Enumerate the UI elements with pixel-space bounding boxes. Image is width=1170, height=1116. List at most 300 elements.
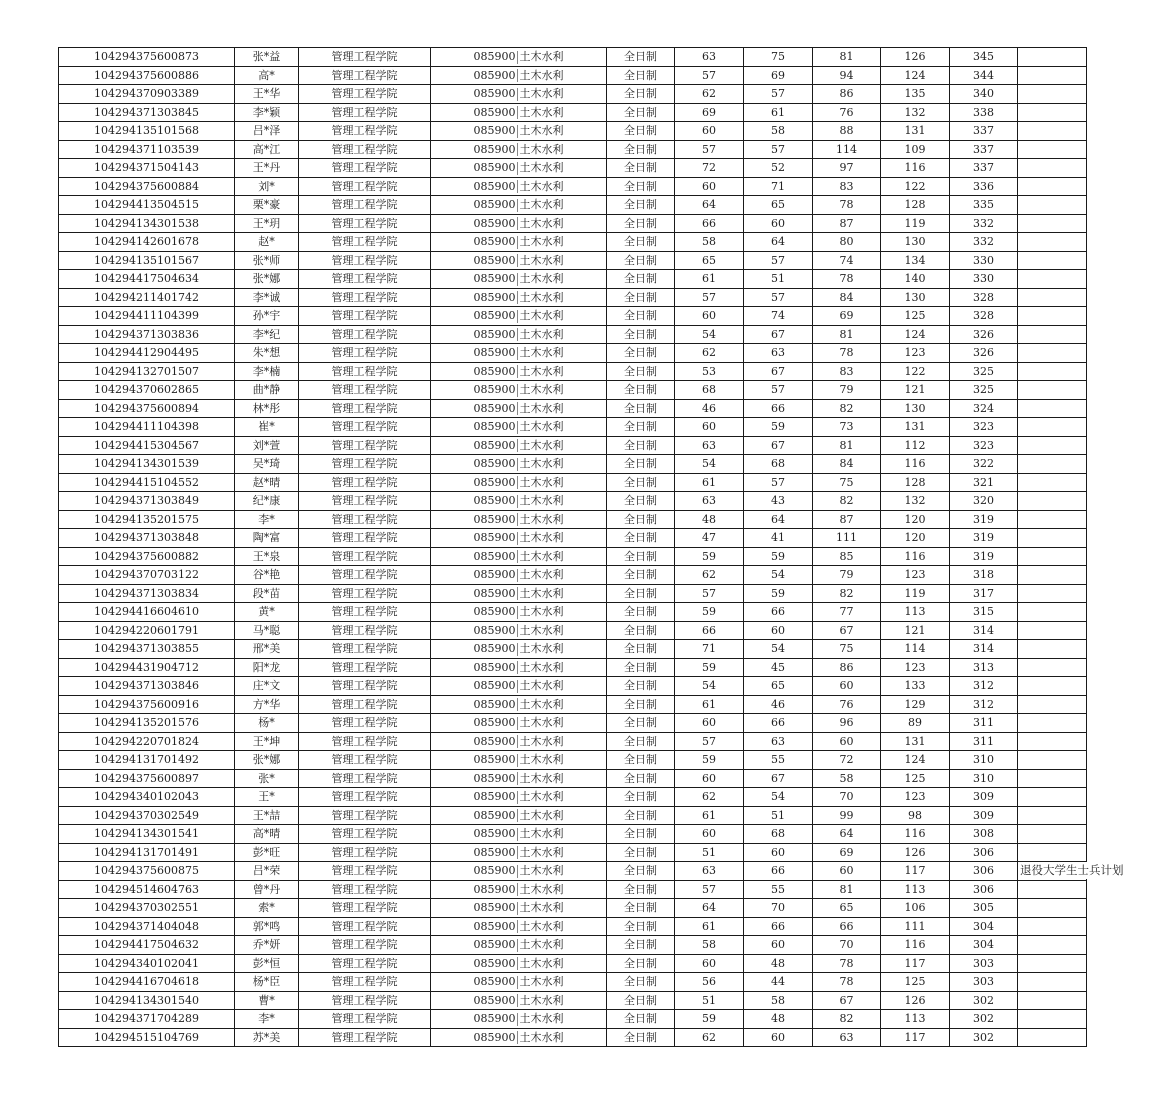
name-cell: 王*丹 bbox=[235, 159, 299, 178]
major-cell bbox=[431, 140, 607, 159]
table-row bbox=[59, 954, 1087, 973]
major-code: 085900 bbox=[473, 697, 516, 711]
major-code: 085900 bbox=[473, 901, 516, 915]
school-cell: 管理工程学院 bbox=[299, 991, 431, 1010]
note-cell bbox=[1018, 621, 1087, 640]
note-cell bbox=[1018, 584, 1087, 603]
score-politics-cell: 59 bbox=[675, 751, 744, 770]
note-cell bbox=[1018, 103, 1087, 122]
study-mode-cell: 全日制 bbox=[607, 603, 675, 622]
major-code: 085900 bbox=[473, 142, 516, 156]
school-cell: 管理工程学院 bbox=[299, 251, 431, 270]
candidate-id-cell: 104294131701491 bbox=[59, 843, 235, 862]
name-cell: 林*彤 bbox=[235, 399, 299, 418]
score-subject1-cell: 84 bbox=[813, 455, 881, 474]
study-mode-cell: 全日制 bbox=[607, 954, 675, 973]
major-code: 085900 bbox=[473, 309, 516, 323]
candidate-id-cell: 104294371303849 bbox=[59, 492, 235, 511]
school-cell: 管理工程学院 bbox=[299, 399, 431, 418]
score-politics-cell: 59 bbox=[675, 1010, 744, 1029]
major-cell bbox=[431, 344, 607, 363]
score-subject2-cell: 130 bbox=[881, 288, 950, 307]
note-cell bbox=[1018, 492, 1087, 511]
major-name: 土木水利 bbox=[519, 272, 564, 286]
candidate-id-cell: 104294371404048 bbox=[59, 917, 235, 936]
major-cell bbox=[431, 658, 607, 677]
major-code: 085900 bbox=[473, 623, 516, 637]
school-cell: 管理工程学院 bbox=[299, 566, 431, 585]
name-cell: 彭*旺 bbox=[235, 843, 299, 862]
school-cell: 管理工程学院 bbox=[299, 48, 431, 67]
school-cell: 管理工程学院 bbox=[299, 344, 431, 363]
major-name: 土木水利 bbox=[519, 716, 564, 730]
candidate-id-cell: 104294411104398 bbox=[59, 418, 235, 437]
school-cell: 管理工程学院 bbox=[299, 732, 431, 751]
candidate-id-cell: 104294375600897 bbox=[59, 769, 235, 788]
name-cell: 纪*康 bbox=[235, 492, 299, 511]
table-row bbox=[59, 66, 1087, 85]
name-cell: 郭*鸣 bbox=[235, 917, 299, 936]
major-separator bbox=[517, 902, 518, 915]
major-separator bbox=[517, 476, 518, 489]
note-cell bbox=[1018, 732, 1087, 751]
score-subject2-cell: 116 bbox=[881, 825, 950, 844]
major-name: 土木水利 bbox=[519, 198, 564, 212]
major-cell bbox=[431, 103, 607, 122]
major-separator bbox=[517, 51, 518, 64]
score-subject1-cell: 94 bbox=[813, 66, 881, 85]
major-name: 土木水利 bbox=[519, 87, 564, 101]
major-separator bbox=[517, 328, 518, 341]
major-name: 土木水利 bbox=[519, 494, 564, 508]
school-cell: 管理工程学院 bbox=[299, 603, 431, 622]
score-subject2-cell: 116 bbox=[881, 159, 950, 178]
score-subject1-cell: 78 bbox=[813, 954, 881, 973]
note-cell bbox=[1018, 806, 1087, 825]
score-subject2-cell: 126 bbox=[881, 843, 950, 862]
major-name: 土木水利 bbox=[519, 161, 564, 175]
candidate-id-cell: 104294415104552 bbox=[59, 473, 235, 492]
major-name: 土木水利 bbox=[519, 790, 564, 804]
score-subject2-cell: 117 bbox=[881, 954, 950, 973]
school-cell: 管理工程学院 bbox=[299, 954, 431, 973]
major-name: 土木水利 bbox=[519, 216, 564, 230]
score-subject2-cell: 121 bbox=[881, 381, 950, 400]
score-politics-cell: 71 bbox=[675, 640, 744, 659]
score-subject2-cell: 120 bbox=[881, 510, 950, 529]
candidate-id-cell: 104294371303836 bbox=[59, 325, 235, 344]
candidate-id-cell: 104294220701824 bbox=[59, 732, 235, 751]
score-language-cell: 57 bbox=[744, 288, 813, 307]
major-name: 土木水利 bbox=[519, 401, 564, 415]
score-subject1-cell: 84 bbox=[813, 288, 881, 307]
score-politics-cell: 61 bbox=[675, 917, 744, 936]
name-cell: 马*聪 bbox=[235, 621, 299, 640]
major-code: 085900 bbox=[473, 475, 516, 489]
table-row bbox=[59, 1028, 1087, 1047]
note-cell bbox=[1018, 344, 1087, 363]
major-separator bbox=[517, 125, 518, 138]
name-cell: 王*玥 bbox=[235, 214, 299, 233]
score-subject2-cell: 113 bbox=[881, 880, 950, 899]
score-subject1-cell: 77 bbox=[813, 603, 881, 622]
major-code: 085900 bbox=[473, 235, 516, 249]
name-cell: 李*颖 bbox=[235, 103, 299, 122]
school-cell: 管理工程学院 bbox=[299, 917, 431, 936]
score-language-cell: 54 bbox=[744, 640, 813, 659]
study-mode-cell: 全日制 bbox=[607, 381, 675, 400]
name-cell: 朱*想 bbox=[235, 344, 299, 363]
score-subject2-cell: 89 bbox=[881, 714, 950, 733]
table-row bbox=[59, 251, 1087, 270]
score-politics-cell: 60 bbox=[675, 714, 744, 733]
score-subject2-cell: 123 bbox=[881, 658, 950, 677]
school-cell: 管理工程学院 bbox=[299, 1010, 431, 1029]
major-code: 085900 bbox=[473, 975, 516, 989]
table-row bbox=[59, 85, 1087, 104]
major-cell bbox=[431, 973, 607, 992]
candidate-id-cell: 104294371303845 bbox=[59, 103, 235, 122]
note-cell bbox=[1018, 196, 1087, 215]
study-mode-cell: 全日制 bbox=[607, 473, 675, 492]
total-score-cell: 322 bbox=[950, 455, 1018, 474]
score-language-cell: 46 bbox=[744, 695, 813, 714]
score-subject2-cell: 131 bbox=[881, 732, 950, 751]
table-row bbox=[59, 399, 1087, 418]
score-subject2-cell: 124 bbox=[881, 751, 950, 770]
note-cell bbox=[1018, 954, 1087, 973]
score-subject2-cell: 131 bbox=[881, 122, 950, 141]
score-subject2-cell: 117 bbox=[881, 1028, 950, 1047]
note-cell bbox=[1018, 307, 1087, 326]
score-politics-cell: 69 bbox=[675, 103, 744, 122]
note-cell bbox=[1018, 85, 1087, 104]
score-language-cell: 57 bbox=[744, 251, 813, 270]
score-language-cell: 67 bbox=[744, 325, 813, 344]
major-cell bbox=[431, 307, 607, 326]
major-name: 土木水利 bbox=[519, 512, 564, 526]
candidate-id-cell: 104294416604610 bbox=[59, 603, 235, 622]
major-separator bbox=[517, 384, 518, 397]
major-separator bbox=[517, 199, 518, 212]
total-score-cell: 311 bbox=[950, 714, 1018, 733]
score-language-cell: 43 bbox=[744, 492, 813, 511]
candidate-id-cell: 104294415304567 bbox=[59, 436, 235, 455]
score-subject2-cell: 134 bbox=[881, 251, 950, 270]
total-score-cell: 332 bbox=[950, 214, 1018, 233]
score-politics-cell: 48 bbox=[675, 510, 744, 529]
table-row bbox=[59, 584, 1087, 603]
major-cell bbox=[431, 769, 607, 788]
note-cell bbox=[1018, 899, 1087, 918]
major-code: 085900 bbox=[473, 1012, 516, 1026]
major-cell bbox=[431, 288, 607, 307]
major-cell bbox=[431, 66, 607, 85]
score-language-cell: 59 bbox=[744, 418, 813, 437]
major-cell bbox=[431, 233, 607, 252]
score-subject2-cell: 124 bbox=[881, 325, 950, 344]
school-cell: 管理工程学院 bbox=[299, 66, 431, 85]
score-politics-cell: 54 bbox=[675, 677, 744, 696]
score-politics-cell: 61 bbox=[675, 695, 744, 714]
major-separator bbox=[517, 865, 518, 878]
score-subject2-cell: 130 bbox=[881, 399, 950, 418]
study-mode-cell: 全日制 bbox=[607, 214, 675, 233]
study-mode-cell: 全日制 bbox=[607, 584, 675, 603]
school-cell: 管理工程学院 bbox=[299, 1028, 431, 1047]
score-language-cell: 48 bbox=[744, 954, 813, 973]
table-row bbox=[59, 566, 1087, 585]
score-politics-cell: 57 bbox=[675, 732, 744, 751]
note-cell bbox=[1018, 270, 1087, 289]
score-subject1-cell: 76 bbox=[813, 695, 881, 714]
score-subject2-cell: 126 bbox=[881, 48, 950, 67]
study-mode-cell: 全日制 bbox=[607, 825, 675, 844]
school-cell: 管理工程学院 bbox=[299, 584, 431, 603]
major-code: 085900 bbox=[473, 734, 516, 748]
score-subject1-cell: 81 bbox=[813, 436, 881, 455]
score-subject2-cell: 132 bbox=[881, 103, 950, 122]
score-politics-cell: 57 bbox=[675, 288, 744, 307]
name-cell: 王* bbox=[235, 788, 299, 807]
name-cell: 邢*美 bbox=[235, 640, 299, 659]
school-cell: 管理工程学院 bbox=[299, 362, 431, 381]
major-code: 085900 bbox=[473, 549, 516, 563]
major-name: 土木水利 bbox=[519, 549, 564, 563]
major-code: 085900 bbox=[473, 956, 516, 970]
table-row bbox=[59, 510, 1087, 529]
study-mode-cell: 全日制 bbox=[607, 196, 675, 215]
score-subject2-cell: 119 bbox=[881, 584, 950, 603]
table-row bbox=[59, 973, 1087, 992]
name-cell: 高*晴 bbox=[235, 825, 299, 844]
table-row bbox=[59, 603, 1087, 622]
candidate-id-cell: 104294412904495 bbox=[59, 344, 235, 363]
name-cell: 庄*文 bbox=[235, 677, 299, 696]
major-separator bbox=[517, 809, 518, 822]
score-subject1-cell: 86 bbox=[813, 85, 881, 104]
major-separator bbox=[517, 791, 518, 804]
name-cell: 李*诚 bbox=[235, 288, 299, 307]
score-subject2-cell: 120 bbox=[881, 529, 950, 548]
total-score-cell: 302 bbox=[950, 1010, 1018, 1029]
score-subject1-cell: 75 bbox=[813, 473, 881, 492]
note-cell bbox=[1018, 159, 1087, 178]
score-politics-cell: 61 bbox=[675, 270, 744, 289]
note-cell bbox=[1018, 751, 1087, 770]
candidate-id-cell: 104294371303848 bbox=[59, 529, 235, 548]
score-politics-cell: 66 bbox=[675, 621, 744, 640]
table-row bbox=[59, 936, 1087, 955]
total-score-cell: 304 bbox=[950, 917, 1018, 936]
major-separator bbox=[517, 754, 518, 767]
major-cell bbox=[431, 714, 607, 733]
major-separator bbox=[517, 957, 518, 970]
score-subject2-cell: 113 bbox=[881, 1010, 950, 1029]
major-separator bbox=[517, 495, 518, 508]
score-politics-cell: 47 bbox=[675, 529, 744, 548]
note-cell bbox=[1018, 473, 1087, 492]
major-cell bbox=[431, 806, 607, 825]
study-mode-cell: 全日制 bbox=[607, 66, 675, 85]
name-cell: 张*益 bbox=[235, 48, 299, 67]
table-row bbox=[59, 806, 1087, 825]
total-score-cell: 337 bbox=[950, 159, 1018, 178]
score-language-cell: 66 bbox=[744, 603, 813, 622]
total-score-cell: 323 bbox=[950, 418, 1018, 437]
score-subject1-cell: 60 bbox=[813, 677, 881, 696]
total-score-cell: 330 bbox=[950, 251, 1018, 270]
table-row bbox=[59, 381, 1087, 400]
score-subject2-cell: 116 bbox=[881, 455, 950, 474]
name-cell: 乔*妍 bbox=[235, 936, 299, 955]
candidate-id-cell: 104294340102043 bbox=[59, 788, 235, 807]
school-cell: 管理工程学院 bbox=[299, 788, 431, 807]
candidate-id-cell: 104294375600894 bbox=[59, 399, 235, 418]
major-cell bbox=[431, 843, 607, 862]
score-language-cell: 57 bbox=[744, 381, 813, 400]
total-score-cell: 313 bbox=[950, 658, 1018, 677]
candidate-id-cell: 104294515104769 bbox=[59, 1028, 235, 1047]
study-mode-cell: 全日制 bbox=[607, 880, 675, 899]
table-row bbox=[59, 270, 1087, 289]
major-name: 土木水利 bbox=[519, 235, 564, 249]
school-cell: 管理工程学院 bbox=[299, 288, 431, 307]
major-name: 土木水利 bbox=[519, 420, 564, 434]
score-language-cell: 41 bbox=[744, 529, 813, 548]
candidate-id-cell: 104294135201575 bbox=[59, 510, 235, 529]
score-politics-cell: 54 bbox=[675, 455, 744, 474]
total-score-cell: 332 bbox=[950, 233, 1018, 252]
score-language-cell: 67 bbox=[744, 436, 813, 455]
score-language-cell: 69 bbox=[744, 66, 813, 85]
score-language-cell: 68 bbox=[744, 825, 813, 844]
school-cell: 管理工程学院 bbox=[299, 695, 431, 714]
score-politics-cell: 61 bbox=[675, 806, 744, 825]
school-cell: 管理工程学院 bbox=[299, 214, 431, 233]
major-cell bbox=[431, 991, 607, 1010]
study-mode-cell: 全日制 bbox=[607, 917, 675, 936]
major-cell bbox=[431, 492, 607, 511]
school-cell: 管理工程学院 bbox=[299, 751, 431, 770]
study-mode-cell: 全日制 bbox=[607, 270, 675, 289]
score-subject2-cell: 123 bbox=[881, 566, 950, 585]
study-mode-cell: 全日制 bbox=[607, 714, 675, 733]
note-cell bbox=[1018, 529, 1087, 548]
candidate-id-cell: 104294375600916 bbox=[59, 695, 235, 714]
note-cell bbox=[1018, 695, 1087, 714]
major-separator bbox=[517, 365, 518, 378]
major-code: 085900 bbox=[473, 808, 516, 822]
score-subject1-cell: 67 bbox=[813, 621, 881, 640]
total-score-cell: 319 bbox=[950, 547, 1018, 566]
major-code: 085900 bbox=[473, 845, 516, 859]
score-subject1-cell: 97 bbox=[813, 159, 881, 178]
name-cell: 张*娜 bbox=[235, 751, 299, 770]
study-mode-cell: 全日制 bbox=[607, 862, 675, 881]
major-cell bbox=[431, 455, 607, 474]
major-separator bbox=[517, 347, 518, 360]
school-cell: 管理工程学院 bbox=[299, 806, 431, 825]
total-score-cell: 319 bbox=[950, 529, 1018, 548]
total-score-cell: 345 bbox=[950, 48, 1018, 67]
table-row bbox=[59, 233, 1087, 252]
score-subject2-cell: 135 bbox=[881, 85, 950, 104]
major-code: 085900 bbox=[473, 605, 516, 619]
table-row bbox=[59, 547, 1087, 566]
major-cell bbox=[431, 159, 607, 178]
score-subject1-cell: 67 bbox=[813, 991, 881, 1010]
score-subject1-cell: 79 bbox=[813, 381, 881, 400]
major-cell bbox=[431, 1010, 607, 1029]
name-cell: 栗*豪 bbox=[235, 196, 299, 215]
score-subject1-cell: 87 bbox=[813, 510, 881, 529]
score-subject1-cell: 58 bbox=[813, 769, 881, 788]
score-subject1-cell: 70 bbox=[813, 788, 881, 807]
note-cell bbox=[1018, 251, 1087, 270]
score-politics-cell: 58 bbox=[675, 233, 744, 252]
score-language-cell: 67 bbox=[744, 769, 813, 788]
total-score-cell: 337 bbox=[950, 122, 1018, 141]
score-politics-cell: 59 bbox=[675, 658, 744, 677]
score-subject2-cell: 125 bbox=[881, 769, 950, 788]
table-row bbox=[59, 362, 1087, 381]
school-cell: 管理工程学院 bbox=[299, 936, 431, 955]
major-name: 土木水利 bbox=[519, 105, 564, 119]
table-row bbox=[59, 843, 1087, 862]
note-cell bbox=[1018, 436, 1087, 455]
major-name: 土木水利 bbox=[519, 642, 564, 656]
major-code: 085900 bbox=[473, 105, 516, 119]
score-subject1-cell: 111 bbox=[813, 529, 881, 548]
note-cell bbox=[1018, 714, 1087, 733]
name-cell: 陶*富 bbox=[235, 529, 299, 548]
name-cell: 彭*恒 bbox=[235, 954, 299, 973]
note-cell bbox=[1018, 510, 1087, 529]
score-politics-cell: 62 bbox=[675, 85, 744, 104]
total-score-cell: 306 bbox=[950, 862, 1018, 881]
major-code: 085900 bbox=[473, 827, 516, 841]
score-subject2-cell: 128 bbox=[881, 196, 950, 215]
score-subject1-cell: 60 bbox=[813, 732, 881, 751]
name-cell: 曲*静 bbox=[235, 381, 299, 400]
candidate-id-cell: 104294134301541 bbox=[59, 825, 235, 844]
score-politics-cell: 54 bbox=[675, 325, 744, 344]
table-row bbox=[59, 436, 1087, 455]
score-politics-cell: 68 bbox=[675, 381, 744, 400]
total-score-cell: 310 bbox=[950, 769, 1018, 788]
score-politics-cell: 57 bbox=[675, 140, 744, 159]
total-score-cell: 326 bbox=[950, 325, 1018, 344]
score-subject1-cell: 69 bbox=[813, 843, 881, 862]
score-subject2-cell: 112 bbox=[881, 436, 950, 455]
major-cell bbox=[431, 214, 607, 233]
table-row bbox=[59, 825, 1087, 844]
score-language-cell: 66 bbox=[744, 862, 813, 881]
major-code: 085900 bbox=[473, 882, 516, 896]
score-language-cell: 61 bbox=[744, 103, 813, 122]
score-politics-cell: 53 bbox=[675, 362, 744, 381]
total-score-cell: 314 bbox=[950, 621, 1018, 640]
name-cell: 索* bbox=[235, 899, 299, 918]
table-row bbox=[59, 769, 1087, 788]
study-mode-cell: 全日制 bbox=[607, 510, 675, 529]
score-subject1-cell: 75 bbox=[813, 640, 881, 659]
major-name: 土木水利 bbox=[519, 623, 564, 637]
note-cell bbox=[1018, 177, 1087, 196]
note-cell bbox=[1018, 788, 1087, 807]
score-subject2-cell: 130 bbox=[881, 233, 950, 252]
